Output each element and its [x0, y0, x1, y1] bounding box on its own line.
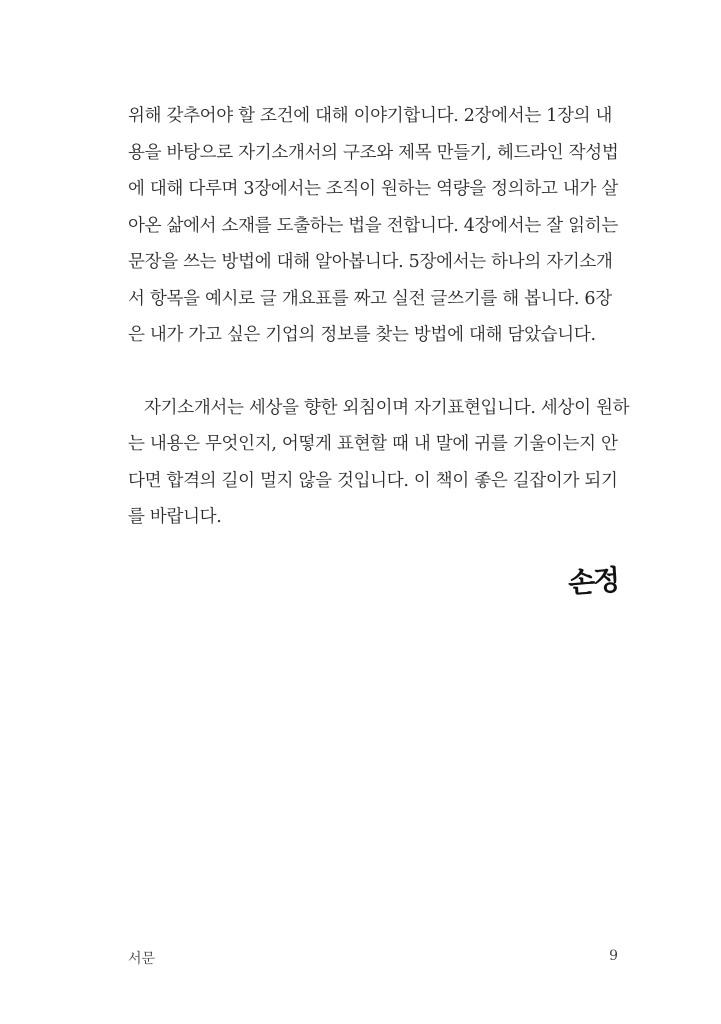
- author-signature: 손정: [566, 563, 620, 600]
- section-title: 서문: [128, 951, 156, 967]
- text-line: 서 항목을 예시로 글 개요표를 짜고 실전 글쓰기를 해 봅니다. 6장: [128, 288, 612, 309]
- text-line: 자기소개서는 세상을 향한 외침이며 자기표현입니다. 세상이 원하: [144, 397, 630, 418]
- body-text: [128, 98, 630, 536]
- text-line: 에 대해 다루며 3장에서는 조직이 원하는 역량을 정의하고 내가 살: [128, 179, 618, 199]
- paragraph-spacer: [128, 354, 598, 390]
- text-line: 용을 바탕으로 자기소개서의 구조와 제목 만들기, 헤드라인 작성법: [128, 142, 619, 163]
- text-line: 를 바랍니다.: [128, 507, 222, 527]
- page-number: 9: [609, 948, 618, 964]
- text-line: 문장을 쓰는 방법에 대해 알아봅니다. 5장에서는 하나의 자기소개: [128, 252, 613, 272]
- text-line: 아온 삶에서 소재를 도출하는 법을 전합니다. 4장에서는 잘 읽히는: [128, 215, 618, 236]
- paragraph-1: [128, 98, 619, 354]
- paragraph-2: [128, 390, 630, 536]
- text-line: 는 내용은 무엇인지, 어떻게 표현할 때 내 말에 귀를 기울이는지 안: [128, 434, 618, 454]
- text-line: 다면 합격의 길이 멀지 않을 것입니다. 이 책이 좋은 길잡이가 되기: [128, 470, 618, 491]
- text-line: 위해 갖추어야 할 조건에 대해 이야기합니다. 2장에서는 1장의 내: [128, 106, 613, 126]
- text-line: 은 내가 가고 싶은 기업의 정보를 찾는 방법에 대해 담았습니다.: [128, 325, 596, 345]
